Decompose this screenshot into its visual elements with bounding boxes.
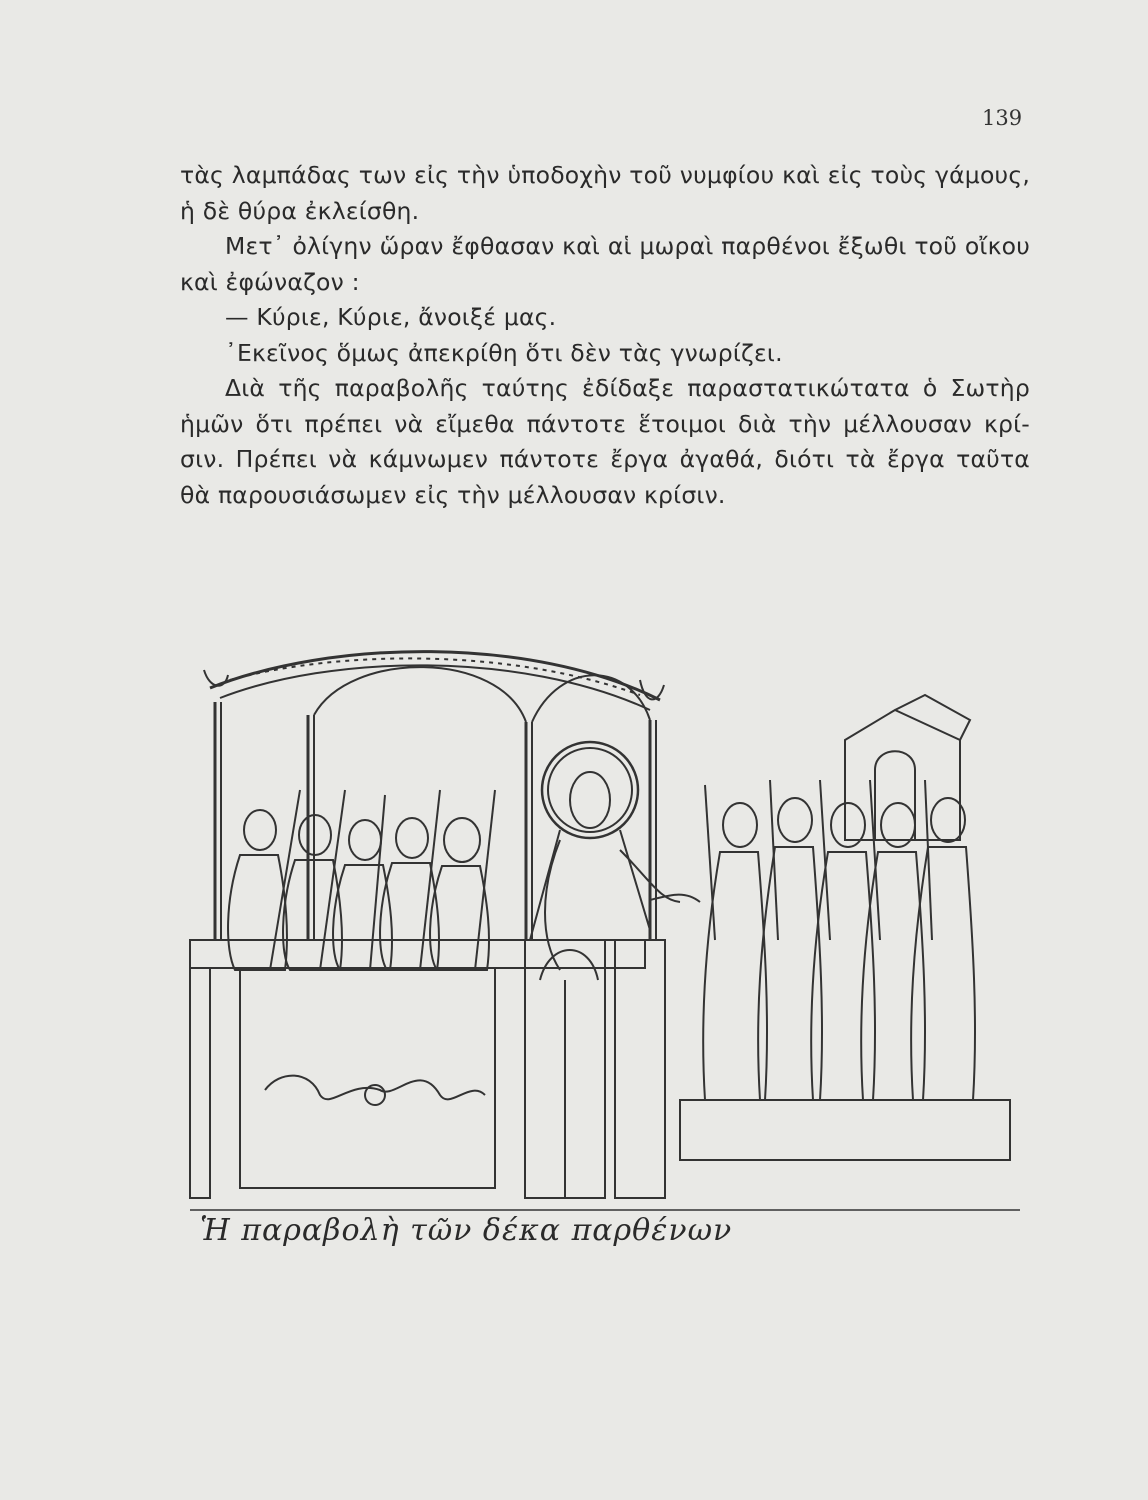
text-line: — Κύριε, Κύριε, ἄνοιξέ μας. [225,303,557,331]
text-line: σιν. Πρέπει νὰ κάμνωμεν πάντοτε ἔργα ἀγαθά, διότι τὰ ἔργα ταῦτα [180,445,1030,473]
text-line: ἡ δὲ θύρα ἐκλείσθη. [180,196,420,225]
text-line: τὰς λαμπάδας των εἰς τὴν ὑποδοχὴν τοῦ νυμφίου καὶ εἰς τοὺς γάμους, [180,161,1030,189]
text-line: Διὰ τῆς παραβολῆς ταύτης ἐδίδαξε παραστατικώτατα ὁ Σωτὴρ [225,374,1030,402]
wise-virgins [228,790,495,970]
virgin-figure [911,780,975,1100]
text-line: καὶ ἐφώναζον : [180,267,360,296]
fence-drawing [190,940,665,1198]
illustration-caption: Ἡ παραβολὴ τῶν δέκα παρθένων [200,1213,733,1248]
christ-figure [530,742,700,970]
text-line: Μετ᾽ ὀλίγην ὥραν ἔφθασαν καὶ αἱ μωραὶ παρθένοι ἔξωθι τοῦ οἴκου [225,232,1030,260]
text-line: ᾽Εκεῖνος ὅμως ἀπεκρίθη ὅτι δὲν τὰς γνωρίζει. [225,338,783,367]
page-number: 139 [982,106,1023,130]
parable-illustration [180,640,1030,1260]
body-text [180,158,1030,513]
text-line: ἡμῶν ὅτι πρέπει νὰ εἴμεθα πάντοτε ἕτοιμοι διὰ τὴν μέλλουσαν κρί- [180,409,1030,438]
text-line: θὰ παρουσιάσωμεν εἰς τὴν μέλλουσαν κρίσιν. [180,480,726,509]
